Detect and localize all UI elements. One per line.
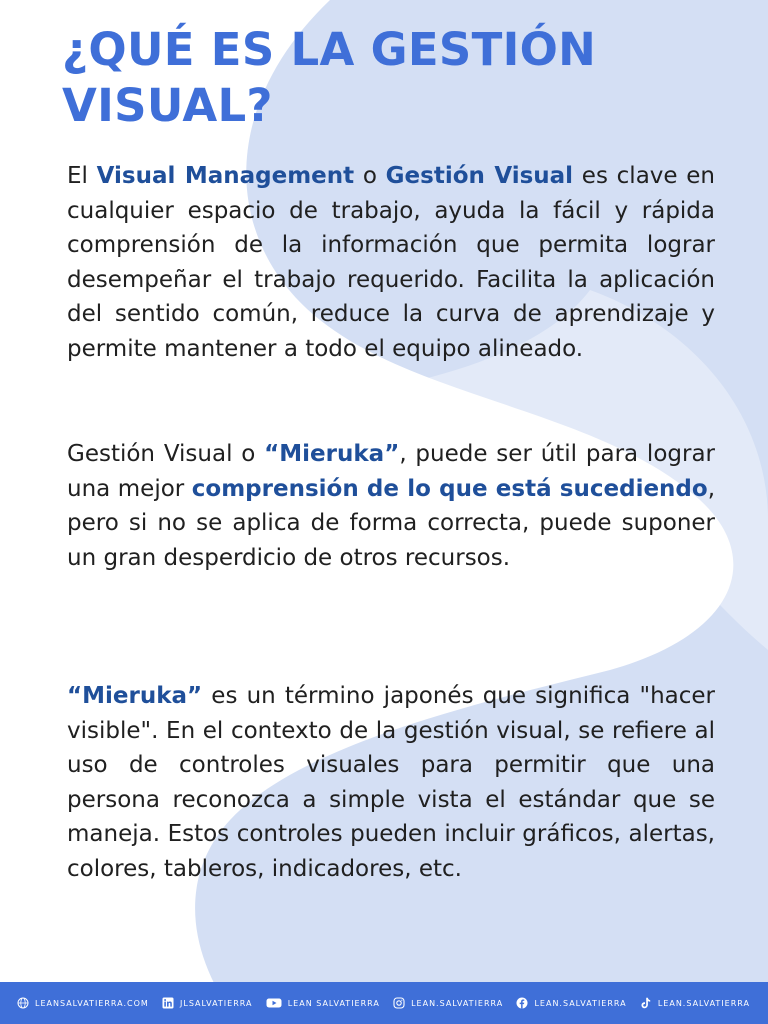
text: , pero si no se aplica de forma correcta, puede suponer un gran desperdicio de otros recursos. xyxy=(67,475,716,571)
highlight-mieruka: “Mieruka” xyxy=(67,683,203,709)
footer-instagram[interactable] xyxy=(393,997,503,1009)
text: , puede ser útil para lograr una mejor xyxy=(67,441,715,502)
footer-linkedin-label: JLSALVATIERRA xyxy=(180,998,253,1008)
page-title: ¿QUÉ ES LA GESTIÓN VISUAL? xyxy=(62,23,597,132)
text: es clave en cualquier espacio de trabajo, ayuda la fácil y rápida comprensión de la información que permita lograr desempeñar el trabajo requerido. Facilita la aplicación del sentido común, reduce la curva de aprendizaje y permite mantener a todo el equipo alineado. xyxy=(67,163,716,362)
footer-tiktok[interactable] xyxy=(640,997,750,1009)
footer-facebook[interactable] xyxy=(516,997,626,1009)
text: El xyxy=(67,163,97,189)
text: es un término japonés que significa "hacer visible". En el contexto de la gestión visual, se refiere al uso de controles visuales para permitir que una persona reconozca a simple vista el estándar que se maneja. Estos controles pueden incluir gráficos, alertas, colores, tableros, indicadores, etc. xyxy=(67,683,715,882)
text: Gestión Visual o xyxy=(67,441,265,467)
youtube-icon xyxy=(266,997,282,1009)
footer-youtube[interactable] xyxy=(266,997,380,1009)
text: o xyxy=(354,163,386,189)
highlight-gestion-visual: Gestión Visual xyxy=(385,163,574,189)
paragraph-mieruka-meaning xyxy=(67,679,715,887)
instagram-icon xyxy=(393,997,405,1009)
linkedin-icon xyxy=(162,997,174,1009)
footer-website-label: LEANSALVATIERRA.COM xyxy=(35,998,149,1008)
footer-youtube-label: LEAN SALVATIERRA xyxy=(287,998,380,1008)
paragraph-definition xyxy=(67,159,715,367)
footer-linkedin[interactable] xyxy=(162,997,252,1009)
tiktok-icon xyxy=(640,997,652,1009)
highlight-mieruka: “Mieruka” xyxy=(264,441,400,467)
facebook-icon xyxy=(516,997,528,1009)
footer-bar xyxy=(0,982,768,1024)
highlight-comprension: comprensión de lo que está sucediendo xyxy=(191,475,708,502)
footer-facebook-label: LEAN.SALVATIERRA xyxy=(534,998,627,1008)
footer-instagram-label: LEAN.SALVATIERRA xyxy=(411,998,504,1008)
paragraph-mieruka-use xyxy=(67,437,715,575)
highlight-visual-management: Visual Management xyxy=(96,163,355,189)
globe-icon xyxy=(17,997,29,1009)
footer-website[interactable] xyxy=(17,997,149,1009)
footer-tiktok-label: LEAN.SALVATIERRA xyxy=(657,998,750,1008)
